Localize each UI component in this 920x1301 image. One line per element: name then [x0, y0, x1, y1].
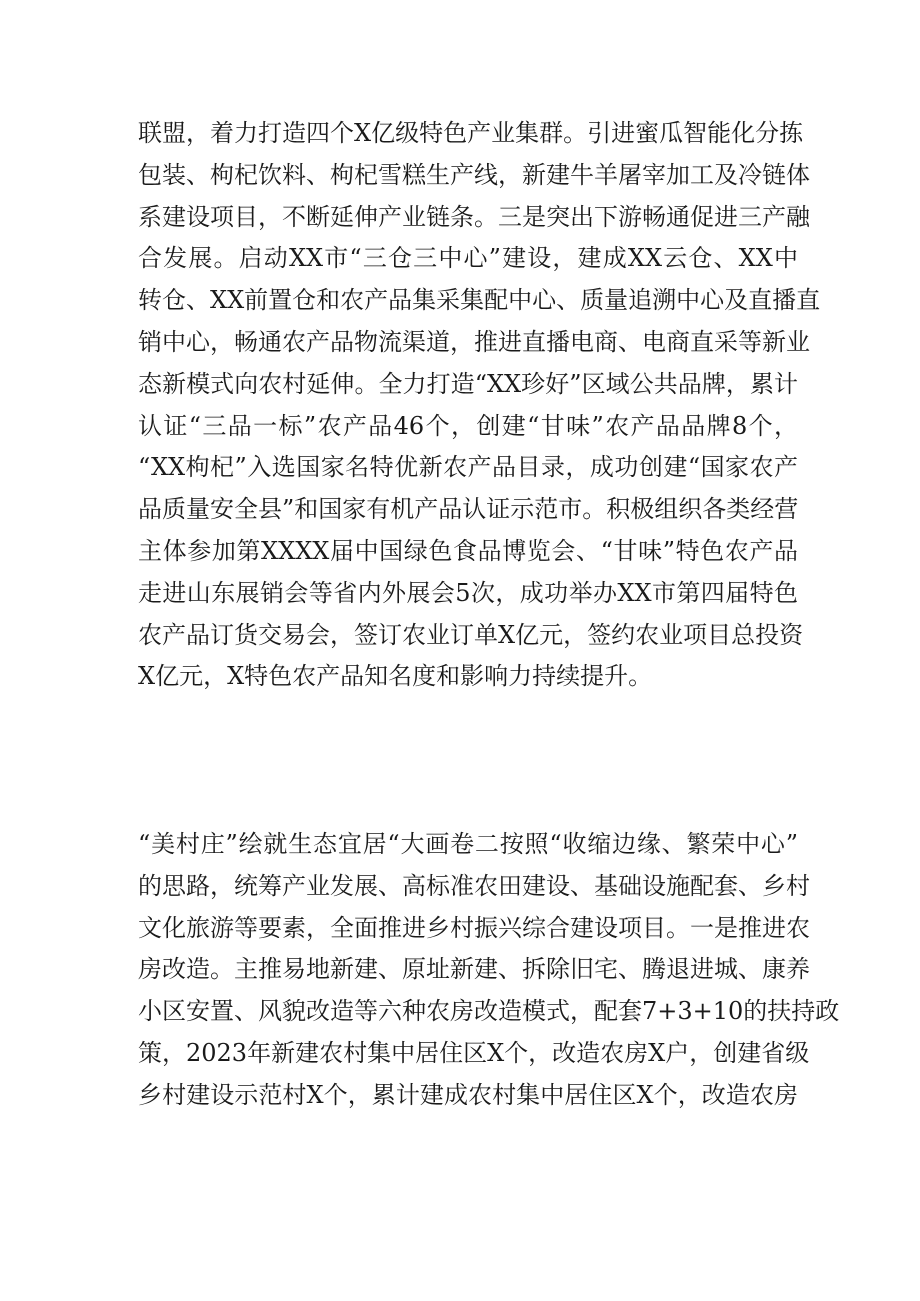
- text-line: 乡村建设示范村X个，累计建成农村集中居住区X个，改造农房: [138, 1080, 798, 1109]
- text-line: 系建设项目，不断延伸产业链条。三是突出下游畅通促进三产融: [138, 202, 810, 231]
- text-line: 销中心，畅通农产品物流渠道，推进直播电商、电商直采等新业: [138, 327, 810, 356]
- text-line: 品质量安全县”和国家有机产品认证示范市。积极组织各类经营: [138, 495, 799, 524]
- text-line: 农产品订货交易会，签订农业订单X亿元，签约农业项目总投资: [138, 620, 804, 649]
- text-line: 主体参加第XXXX届中国绿色食品博览会、“甘味”特色农产品: [138, 536, 798, 565]
- text-line: “美村庄”绘就生态宜居“大画卷二按照“收缩边缘、繁荣中心”: [138, 830, 798, 858]
- text-line: 房改造。主推易地新建、原址新建、拆除旧宅、腾退进城、康养: [138, 955, 810, 984]
- text-line: 小区安置、风貌改造等六种农房改造模式，配套7+3+10的扶持政: [138, 997, 840, 1026]
- text-line: 转仓、XX前置仓和农产品集采集配中心、质量追溯中心及直播直: [138, 286, 821, 315]
- paragraph-industry-chain: [138, 113, 821, 698]
- text-line: 文化旅游等要素，全面推进乡村振兴综合建设项目。一是推进农: [138, 913, 810, 942]
- text-line: 合发展。启动XX市“三仓三中心”建设，建成XX云仓、XX中: [138, 244, 798, 273]
- text-line: 态新模式向农村延伸。全力打造“XX珍好”区域公共品牌，累计: [138, 369, 798, 398]
- text-line: 包装、枸杞饮料、枸杞雪糕生产线，新建牛羊屠宰加工及冷链体: [138, 160, 810, 189]
- paragraph-beautiful-village: [138, 824, 840, 1117]
- text-line: 认证“三品一标”农产品46个，创建“甘味”农产品品牌8个，: [138, 411, 798, 440]
- text-line: 的思路，统筹产业发展、高标准农田建设、基础设施配套、乡村: [138, 871, 810, 900]
- text-line: “XX枸杞”入选国家名特优新农产品目录，成功创建“国家农产: [138, 453, 798, 482]
- text-line: X亿元，X特色农产品知名度和影响力持续提升。: [138, 662, 653, 691]
- text-line: 策，2023年新建农村集中居住区X个，改造农房X户，创建省级: [138, 1038, 810, 1067]
- text-line: 联盟，着力打造四个X亿级特色产业集群。引进蜜瓜智能化分拣: [138, 119, 804, 147]
- text-line: 走进山东展销会等省内外展会5次，成功举办XX市第四届特色: [138, 578, 798, 607]
